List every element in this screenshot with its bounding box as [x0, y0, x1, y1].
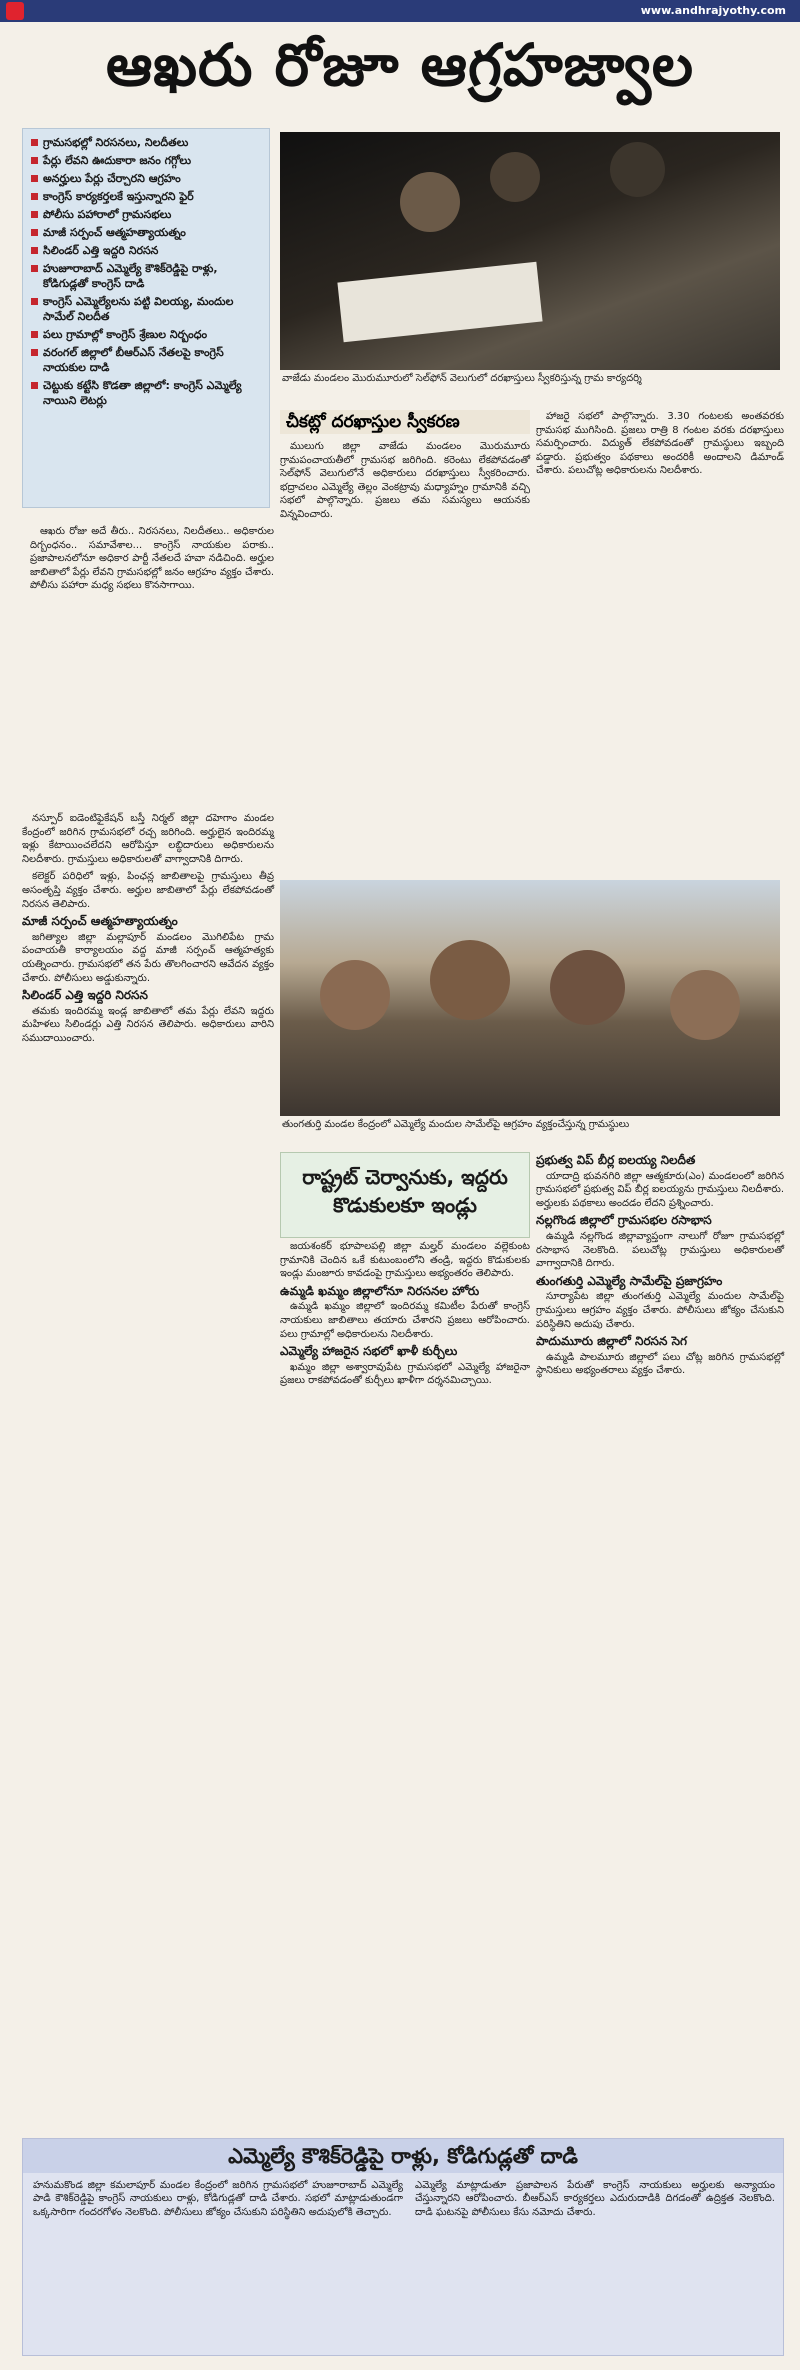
- paragraph: తమకు ఇందిరమ్మ ఇండ్ల జాబితాలో తమ పేర్లు లేవని ఇద్దరు మహిళలు సిలిండర్లు ఎత్తి నిరసన తెలిపారు. అధికారులు వారిని సముదాయించారు.: [22, 1005, 274, 1044]
- paragraph: నస్పూర్ ఐడెంటిఫైకేషన్ బస్తీ నిర్మల్ జిల్లా దహెగాం మండల కేంద్రంలో జరిగిన గ్రామసభలో రచ్చ జరిగింది. అర్హులైన ఇందిరమ్మ ఇళ్లు కేటాయించలేదని ఆరోపిస్తూ లబ్ధిదారులు అధికారులను నిలదీశారు. గ్రామస్తులు అధికారులతో వాగ్వాదానికి దిగారు.: [22, 813, 274, 865]
- highlight-item: చెట్టుకు కట్టేసి కొడతా జిల్లాలో: కాంగ్రెస్ ఎమ్మెల్యే నాయిని లెటర్లు: [31, 378, 263, 408]
- photo-night-gramasabha: [280, 132, 780, 370]
- section-heading: ప్రభుత్వ విప్ బీర్ల ఐలయ్య నిలదీత: [536, 1153, 696, 1167]
- highlight-item: సిలిండర్ ఎత్తి ఇద్దరి నిరసన: [31, 243, 263, 258]
- highlight-item: పోలీసు పహారాలో గ్రామసభలు: [31, 207, 263, 222]
- highlight-item: గ్రామసభల్లో నిరసనలు, నిలదీతలు: [31, 135, 263, 150]
- highlight-item: మాజీ సర్పంచ్ ఆత్మహత్యాయత్నం: [31, 225, 263, 240]
- highlight-item: పేర్లు లేవని ఊదుకారా జనం గగ్గోలు: [31, 153, 263, 168]
- paragraph: హాజరై సభలో పాల్గొన్నారు. 3.30 గంటలకు అంతవరకు గ్రామసభ ముగిసింది. ప్రజలు రాత్రి 8 గంటల వరకు దరఖాస్తులు సమర్పించారు. విద్యుత్ లేకపోవడంతో గ్రామస్థులు ఇబ్బంది పడ్డారు. ప్రభుత్వం పథకాలు అందరికీ అందాలని డిమాండ్ చేశారు. పలుచోట్ల అధికారులను నిలదీశారు.: [536, 411, 784, 477]
- photo-figure: [490, 152, 540, 202]
- photo1-caption: వాజేడు మండలం మొరుమూరులో సెల్‌ఫోన్ వెలుగులో దరఖాస్తులు స్వీకరిస్తున్న గ్రామ కార్యదర్శి: [282, 373, 642, 384]
- attack-story-left: హనుమకొండ జిల్లా కమలాపూర్ మండల కేంద్రంలో జరిగిన గ్రామసభలో హుజూరాబాద్ ఎమ్మెల్యే పాడి కౌశిక్‌రెడ్డిపై కాంగ్రెస్ నాయకులు రాళ్లు, కోడిగుడ్లతో దాడి చేశారు. సభలో మాట్లాడుతుండగా ఒక్కసారిగా గందరగోళం నెలకొంది. పోలీసులు జోక్యం చేసుకుని పరిస్థితిని అదుపులోకి తెచ్చారు.: [33, 2180, 403, 2218]
- paragraph: ఉమ్మడి నల్లగొండ జిల్లావ్యాప్తంగా నాలుగో రోజూ గ్రామసభల్లో రసాభాస నెలకొంది. పలుచోట్ల గ్రామస్తులు అధికారులతో వాగ్వాదానికి దిగారు.: [536, 1230, 784, 1270]
- paragraph: కలెక్టర్ పరిధిలో ఇళ్లు, పింఛన్ల జాబితాలపై గ్రామస్తులు తీవ్ర అసంతృప్తి వ్యక్తం చేశారు. అర్హుల జాబితాలో పేర్లు లేకపోవడంతో నిరసన తెలిపారు.: [22, 871, 274, 910]
- site-url[interactable]: www.andhrajyothy.com: [640, 4, 786, 17]
- subhead-dark-applications: చీకట్లో దరఖాస్తుల స్వీకరణ: [280, 410, 530, 434]
- column-intro: [30, 525, 274, 805]
- photo-figure: [400, 172, 460, 232]
- section-heading: తుంగతుర్తి ఎమ్మెల్యే సామేల్‌పై ప్రజాగ్రహం: [536, 1273, 723, 1288]
- paragraph: ఖమ్మం జిల్లా అశ్వారావుపేట గ్రామసభలో ఎమ్మెల్యే హాజరైనా ప్రజలు రాకపోవడంతో కుర్చీలు ఖాళీగా దర్శనమిచ్చాయి.: [280, 1361, 530, 1387]
- highlight-item: వరంగల్ జిల్లాలో బీఆర్ఎస్ నేతలపై కాంగ్రెస్ నాయకుల దాడి: [31, 345, 263, 375]
- brand-logo: [6, 2, 24, 20]
- column-right-top: [536, 410, 784, 870]
- attack-story-right: ఎమ్మెల్యే మాట్లాడుతూ ప్రజాపాలన పేరుతో కాంగ్రెస్ నాయకులు అర్హులకు అన్యాయం చేస్తున్నారని ఆరోపించారు. బీఆర్ఎస్ కార్యకర్తలు ఎదురుదాడికి దిగడంతో ఉద్రిక్తత నెలకొంది. దాడి ఘటనపై పోలీసులు కేసు నమోదు చేశారు.: [415, 2180, 775, 2218]
- attack-story-box: [22, 2138, 784, 2356]
- paragraph: సూర్యాపేట జిల్లా తుంగతుర్తి ఎమ్మెల్యే మందుల సామేల్‌పై గ్రామస్తులు ఆగ్రహం వ్యక్తం చేశారు. పోలీసులు జోక్యం చేసుకుని పరిస్థితిని అదుపు చేశారు.: [536, 1291, 784, 1330]
- highlights-list: [31, 135, 263, 408]
- attack-story-title: ఎమ్మెల్యే కౌశిక్‌రెడ్డిపై రాళ్లు, కోడిగుడ్లతో దాడి: [23, 2139, 783, 2173]
- paragraph: యాదాద్రి భువనగిరి జిల్లా ఆత్మకూరు(ఎం) మండలంలో జరిగిన గ్రామసభలో ప్రభుత్వ విప్ బీర్ల ఐలయ్యను గ్రామస్తులు నిలదీశారు. అర్హులకు పథకాలు అందడం లేదని ప్రశ్నించారు.: [536, 1170, 784, 1209]
- paragraph: ఉమ్మడి పాలమూరు జిల్లాలో పలు చోట్ల జరిగిన గ్రామసభల్లో స్థానికులు అభ్యంతరాలు వ్యక్తం చేశారు.: [536, 1351, 784, 1377]
- headline: ఆఖరు రోజూ ఆగ్రహజ్వాల: [105, 31, 695, 99]
- intro-paragraph: ఆఖరు రోజు అదే తీరు.. నిరసనలు, నిలదీతలు.. అధికారుల దిగ్బంధనం.. సమావేశాల... కాంగ్రెస్ నాయకుల పరాకు.. ప్రజాపాలనలోనూ అధికార పార్టీ నేతలదే హవా నడిచింది. అర్హుల జాబితాలో పేర్లు లేవని గ్రామసభల్లో జనం ఆగ్రహం వ్యక్తం చేశారు. పోలీసు పహారా మధ్య సభలు కొనసాగాయి.: [30, 526, 274, 592]
- highlight-box-houses: రాష్ట్రట్ చెర్వానుకు, ఇద్దరు కొడుకులకూ ఇండ్లు: [280, 1152, 530, 1238]
- photo-figure: [550, 950, 625, 1025]
- column-left-body: [22, 812, 274, 2132]
- column-center-body: [280, 1240, 530, 2120]
- section-heading: నల్లగొండ జిల్లాలో గ్రామసభల రసాభాస: [536, 1213, 712, 1228]
- top-bar: [0, 0, 800, 22]
- section-heading: ఉమ్మడి ఖమ్మం జిల్లాలోనూ నిరసనల హోరు: [280, 1283, 480, 1298]
- section-heading: పాదుమూరు జిల్లాలో నిరసన సెగ: [536, 1334, 688, 1349]
- photo-papers: [337, 262, 542, 343]
- highlight-item: పలు గ్రామాల్లో కాంగ్రెస్ శ్రేణుల నిర్బంధం: [31, 327, 263, 342]
- highlight-item: అనర్హులు పేర్లు చేర్చారని ఆగ్రహం: [31, 171, 263, 186]
- section-heading: మాజీ సర్పంచ్ ఆత్మహత్యాయత్నం: [22, 914, 178, 929]
- photo-protest-crowd: [280, 880, 780, 1116]
- paragraph: జయశంకర్ భూపాలపల్లి జిల్లా మల్హర్ మండలం వల్లెకుంట గ్రామానికి చెందిన ఒకే కుటుంబంలోని తండ్రి, ఇద్దరు కొడుకులకు ఇండ్లు మంజూరు కావడంపై గ్రామస్తులు అభ్యంతరం తెలిపారు.: [280, 1241, 530, 1280]
- section-heading: సిలిండర్ ఎత్తి ఇద్దరి నిరసన: [22, 988, 148, 1003]
- highlights-box: [22, 128, 270, 508]
- paragraph: జగిత్యాల జిల్లా మల్లాపూర్ మండలం మొగిలిపేట గ్రామ పంచాయతీ కార్యాలయం వద్ద మాజీ సర్పంచ్ ఆత్మహత్యకు యత్నించారు. గ్రామసభలో తన పేరు తొలగించారని ఆవేదన వ్యక్తం చేశారు. పోలీసులు అడ్డుకున్నారు.: [22, 931, 274, 984]
- photo-figure: [670, 970, 740, 1040]
- photo-figure: [610, 142, 665, 197]
- column-center-top: [280, 440, 530, 870]
- photo-figure: [320, 960, 390, 1030]
- column-right-body: [536, 1150, 784, 2120]
- photo-figure: [430, 940, 510, 1020]
- paragraph: ఉమ్మడి ఖమ్మం జిల్లాలో ఇందిరమ్మ కమిటీల పేరుతో కాంగ్రెస్ నాయకులు జాబితాలు తయారు చేశారని ప్రజలు ఆరోపించారు. పలు గ్రామాల్లో అధికారులను నిలదీశారు.: [280, 1301, 530, 1340]
- highlight-item: కాంగ్రెస్ ఎమ్మెల్యేలను పట్టి విలయ్య, మందుల సామేల్ నిలదీత: [31, 294, 263, 324]
- section-heading: ఎమ్మెల్యే హాజరైన సభలో ఖాళీ కుర్చీలు: [280, 1344, 458, 1359]
- paragraph: ములుగు జిల్లా వాజేడు మండలం మొరుమూరు గ్రామపంచాయతీలో గ్రామసభ జరిగింది. కరెంటు లేకపోవడంతో సెల్‌ఫోన్ వెలుగులోనే అధికారులు దరఖాస్తులు స్వీకరించారు. భద్రాచలం ఎమ్మెల్యే తెల్లం వెంకట్రావు మధ్యాహ్నం గ్రామానికి వచ్చి సభలో పాల్గొన్నారు. ప్రజలు తమ సమస్యలు ఆయనకు విన్నవించారు.: [280, 441, 530, 520]
- photo2-caption: తుంగతుర్తి మండల కేంద్రంలో ఎమ్మెల్యే మందుల సామేల్‌పై ఆగ్రహం వ్యక్తంచేస్తున్న గ్రామస్థులు: [282, 1119, 630, 1130]
- highlight-item: హుజూరాబాద్ ఎమ్మెల్యే కౌశిక్‌రెడ్డిపై రాళ్లు, కోడిగుడ్లతో కాంగ్రెస్ దాడి: [31, 261, 263, 291]
- highlight-item: కాంగ్రెస్ కార్యకర్తలకే ఇస్తున్నారని ఫైర్: [31, 189, 263, 204]
